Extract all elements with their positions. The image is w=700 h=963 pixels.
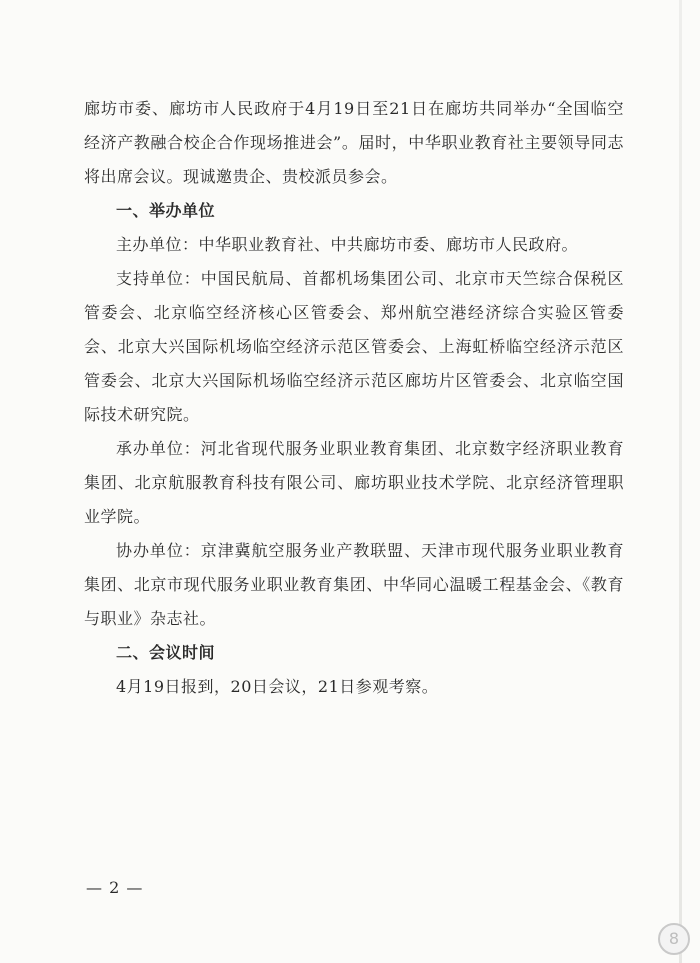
host-units-label: 主办单位： — [116, 235, 199, 254]
coorganizer-units-label: 协办单位： — [116, 541, 201, 560]
host-units-paragraph — [84, 228, 624, 262]
host-units-text: 中华职业教育社、中共廊坊市委、廊坊市人民政府。 — [198, 235, 579, 254]
watermark-badge: 8 — [658, 923, 690, 955]
section-heading-organizers: 一、举办单位 — [116, 201, 216, 220]
organizer-units-label: 承办单位： — [116, 439, 201, 458]
intro-paragraph: 廊坊市委、廊坊市人民政府于4月19日至21日在廊坊共同举办“全国临空经济产教融合校企合作现场推进会”。届时，中华职业教育社主要领导同志将出席会议。现诚邀贵企、贵校派员参会。 — [84, 99, 624, 186]
section-heading-meeting-time: 二、会议时间 — [116, 643, 216, 662]
support-units-paragraph — [84, 262, 624, 432]
scan-edge — [679, 0, 682, 963]
document-body — [84, 92, 624, 704]
support-units-text: 中国民航局、首都机场集团公司、北京市天竺综合保税区管委会、北京临空经济核心区管委会、郑州航空港经济综合实验区管委会、北京大兴国际机场临空经济示范区管委会、上海虹桥临空经济示范区管委会、北京大兴国际机场临空经济示范区廊坊片区管委会、北京临空国际技术研究院。 — [84, 269, 624, 424]
organizer-units-paragraph — [84, 432, 624, 534]
organizer-units-text: 河北省现代服务业职业教育集团、北京数字经济职业教育集团、北京航服教育科技有限公司、廊坊职业技术学院、北京经济管理职业学院。 — [84, 439, 624, 526]
support-units-label: 支持单位： — [116, 269, 201, 288]
coorganizer-units-text: 京津冀航空服务业产教联盟、天津市现代服务业职业教育集团、北京市现代服务业职业教育集团、中华同心温暖工程基金会、《教育与职业》杂志社。 — [84, 541, 624, 628]
coorganizer-units-paragraph — [84, 534, 624, 636]
meeting-time-paragraph: 4月19日报到，20日会议，21日参观考察。 — [116, 677, 439, 696]
page-number: — 2 — — [86, 878, 144, 897]
